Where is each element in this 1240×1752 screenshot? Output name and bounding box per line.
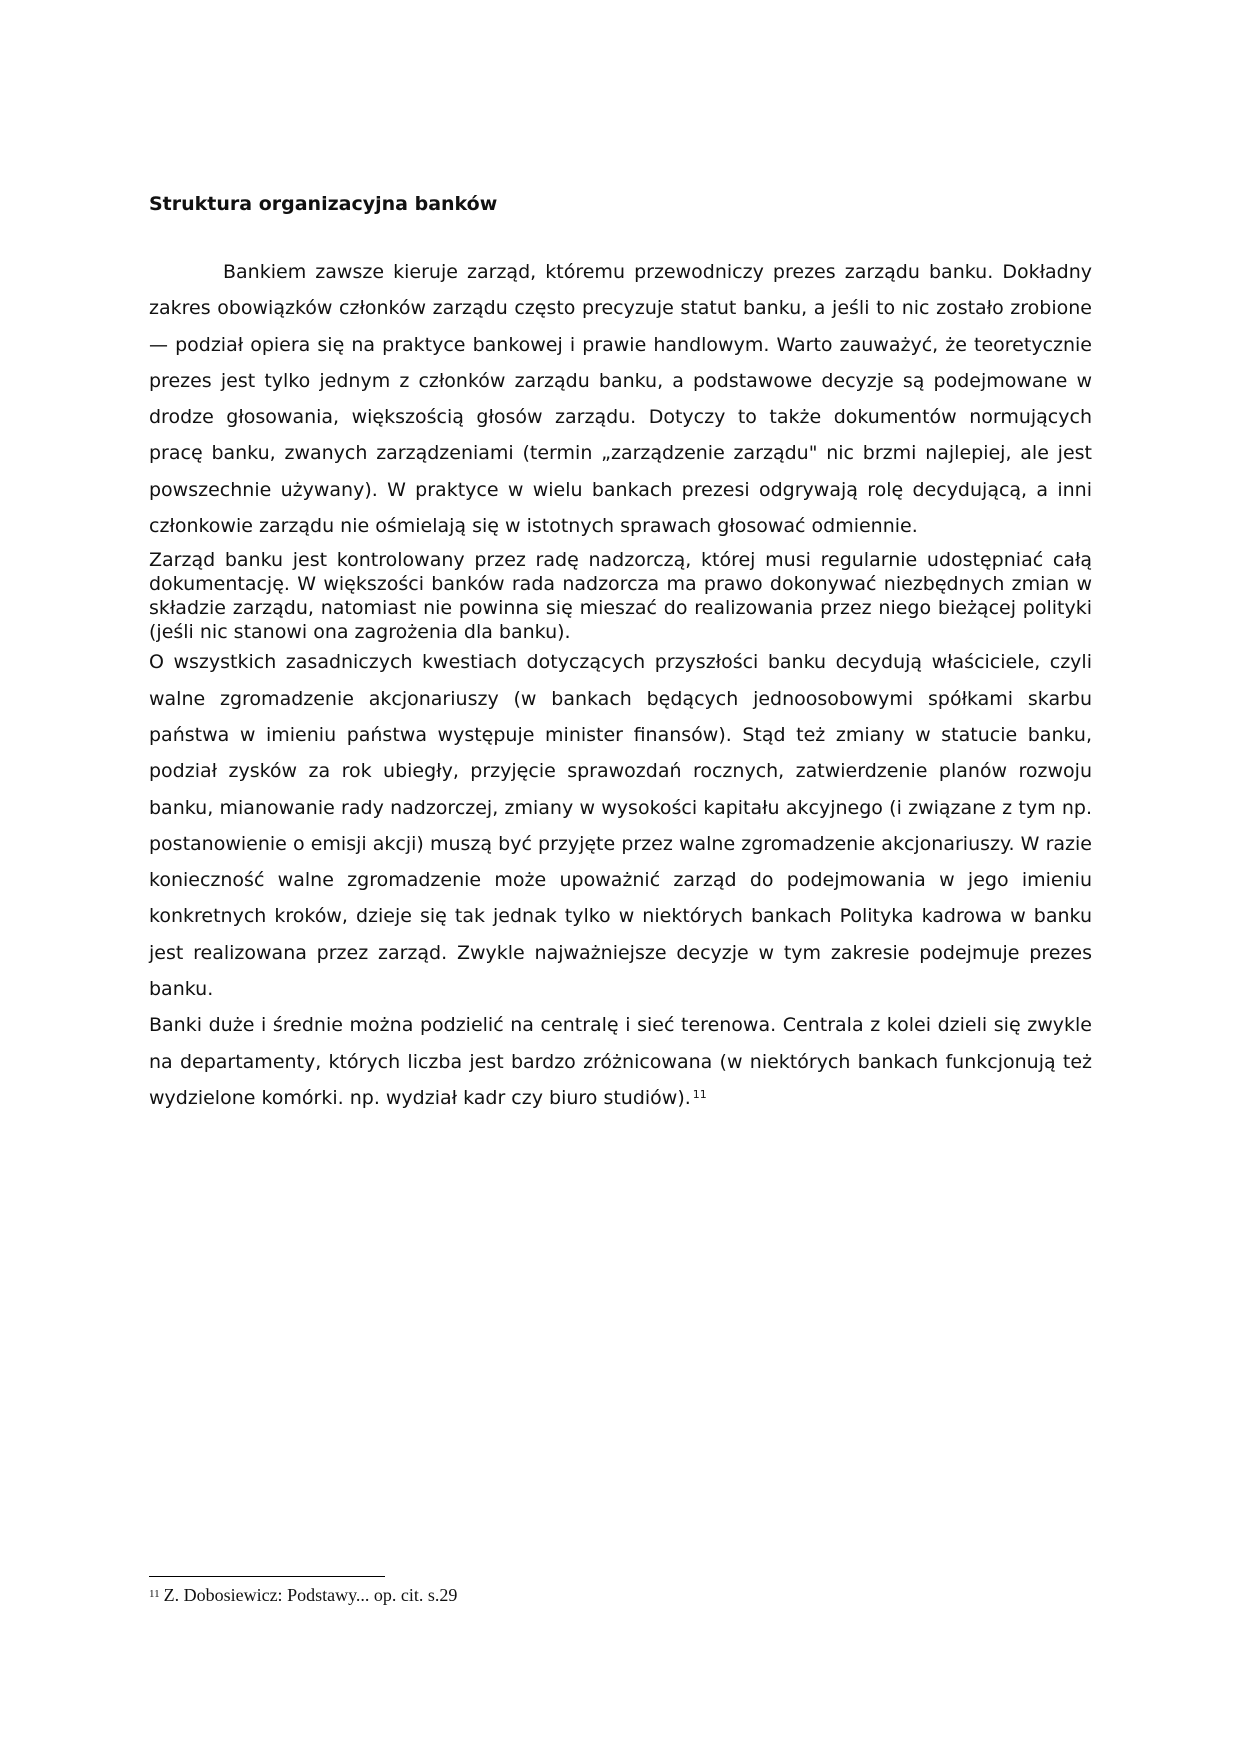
footnote-number: 11 xyxy=(149,1588,160,1600)
paragraph-shareholders: O wszystkich zasadniczych kwestiach dotyczących przyszłości banku decydują właściciele, czyli walne zgromadzenie akcjonariuszy (w bankach będących jednoosobowymi spółkami skarbu państwa w imieniu państwa występuje minister finansów). Stąd też zmiany w statucie banku, podział zysków za rok ubiegły, przyjęcie sprawozdań rocznych, zatwierdzenie planów rozwoju banku, mianowanie rady nadzorczej, zmiany w wysokości kapitału akcyjnego (i związane z tym np. postanowienie o emisji akcji) muszą być przyjęte przez walne zgromadzenie akcjonariuszy. W razie konieczność walne zgromadzenie może upoważnić zarząd do podejmowania w jego imieniu konkretnych kroków, dzieje się tak jednak tylko w niektórych bankach Polityka kadrowa w banku jest realizowana przez zarząd. Zwykle najważniejsze decyzje w tym zakresie podejmuje prezes banku. xyxy=(149,651,1092,1001)
paragraph-bank-structure-text: Banki duże i średnie można podzielić na centralę i sieć terenowa. Centrala z kolei dzieli się zwykle na departamenty, których liczba jest bardzo zróżnicowana (w niektórych bankach funkcjonują też wydzielone komórki. np. wydział kadr czy biuro studiów). xyxy=(149,1014,1092,1109)
footnote-reference[interactable]: 11 xyxy=(692,1087,707,1101)
footnote-text: Z. Dobosiewicz: Podstawy... op. cit. s.29 xyxy=(163,1585,458,1605)
footnote-separator xyxy=(149,1576,385,1577)
document-body xyxy=(149,190,1092,1116)
paragraph-bank-structure xyxy=(149,1007,1092,1116)
paragraph-board: Bankiem zawsze kieruje zarząd, któremu przewodniczy prezes zarządu banku. Dokładny zakres obowiązków członków zarządu często precyzuje statut banku, a jeśli to nic zostało zrobione — podział opiera się na praktyce bankowej i prawie handlowym. Warto zauważyć, że teoretycznie prezes jest tylko jednym z członków zarządu banku, a podstawowe decyzje są podejmowane w drodze głosowania, większością głosów zarządu. Dotyczy to także dokumentów normujących pracę banku, zwanych zarządzeniami (termin „zarządzenie zarządu" nic brzmi najlepiej, ale jest powszechnie używany). W praktyce w wielu bankach prezesi odgrywają rolę decydującą, a inni członkowie zarządu nie ośmielają się w istotnych sprawach głosować odmiennie. xyxy=(149,261,1092,538)
paragraph-supervisory-board: Zarząd banku jest kontrolowany przez radę nadzorczą, której musi regularnie udostępniać całą dokumentację. W większości banków rada nadzorcza ma prawo dokonywać niezbędnych zmian w składzie zarządu, natomiast nie powinna się mieszać do realizowania przez niego bieżącej polityki (jeśli nic stanowi ona zagrożenia dla banku). xyxy=(149,549,1092,644)
footnote xyxy=(149,1584,457,1606)
document-title: Struktura organizacyjna banków xyxy=(149,193,498,215)
